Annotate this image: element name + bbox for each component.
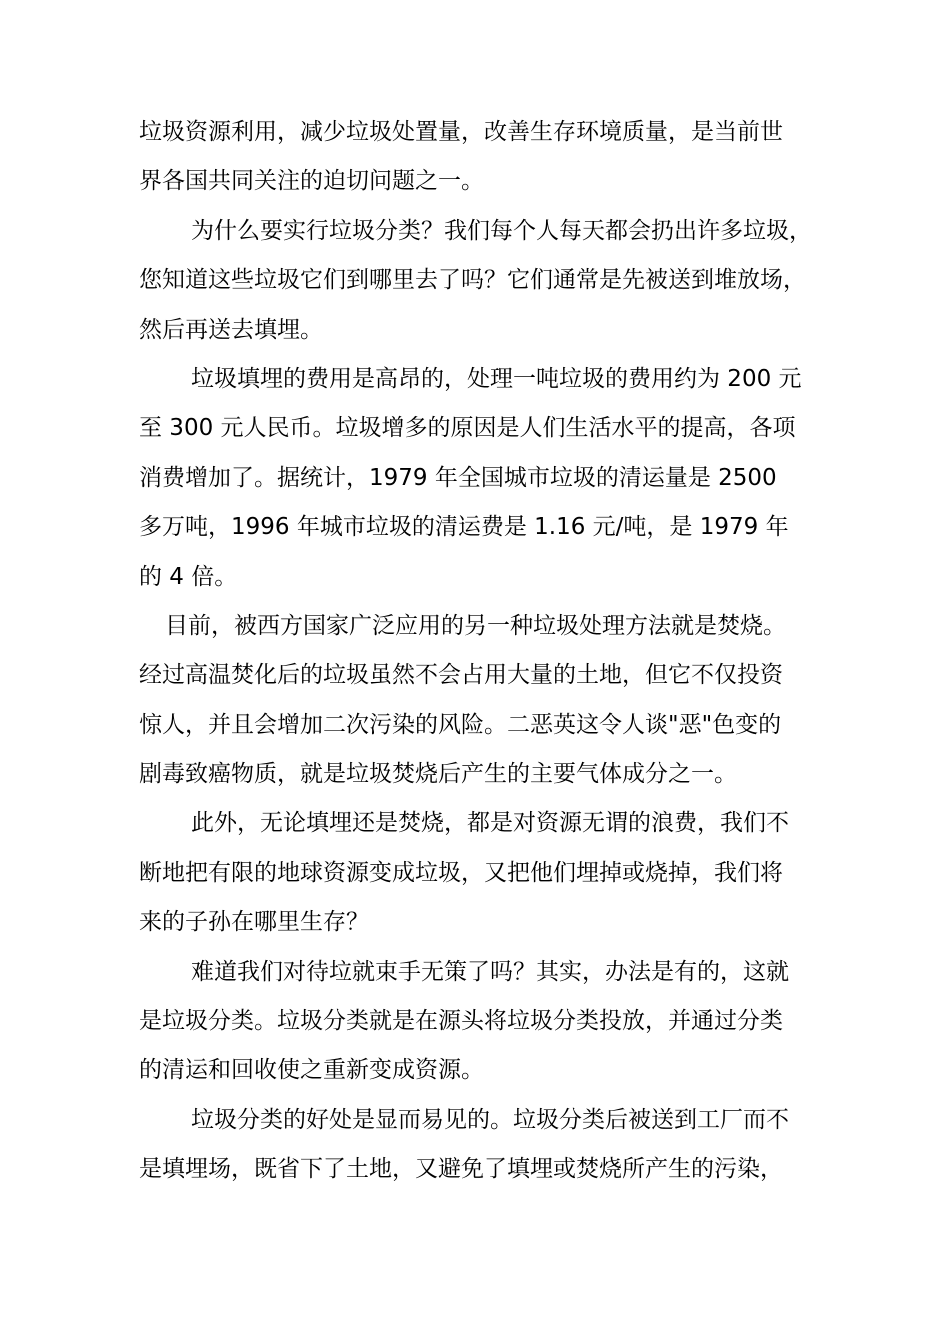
paragraph-benefits xyxy=(139,1096,839,1195)
text-line: 消费增加了。据统计，1979 年全国城市垃圾的清运量是 2500 xyxy=(139,464,777,491)
text-line: 至 300 元人民币。垃圾增多的原因是人们生活水平的提高，各项 xyxy=(139,415,796,442)
paragraph-solution xyxy=(139,948,839,1096)
text-line: 难道我们对待垃就束手无策了吗？其实，办法是有的，这就 xyxy=(191,958,789,985)
text-line: 垃圾资源利用，减少垃圾处置量，改善生存环境质量，是当前世 xyxy=(139,119,783,145)
text-line: 剧毒致癌物质，就是垃圾焚烧后产生的主要气体成分之一。 xyxy=(139,761,737,788)
text-line: 多万吨，1996 年城市垃圾的清运费是 1.16 元/吨，是 1979 年 xyxy=(139,514,789,541)
document-body xyxy=(139,108,839,1195)
text-line: 此外，无论填埋还是焚烧，都是对资源无谓的浪费，我们不 xyxy=(191,810,789,837)
text-line: 然后再送去填埋。 xyxy=(139,316,323,343)
text-line: 界各国共同关注的迫切问题之一。 xyxy=(139,168,484,195)
text-line: 垃圾分类的好处是显而易见的。垃圾分类后被送到工厂而不 xyxy=(191,1106,789,1133)
text-line: 断地把有限的地球资源变成垃圾，又把他们埋掉或烧掉，我们将 xyxy=(139,859,783,886)
text-line: 经过高温焚化后的垃圾虽然不会占用大量的土地，但它不仅投资 xyxy=(139,662,783,689)
text-line: 的 4 倍。 xyxy=(139,563,238,590)
text-line: 的清运和回收使之重新变成资源。 xyxy=(139,1057,484,1084)
text-line: 是垃圾分类。垃圾分类就是在源头将垃圾分类投放，并通过分类 xyxy=(139,1008,783,1035)
text-line: 目前，被西方国家广泛应用的另一种垃圾处理方法就是焚烧。 xyxy=(165,612,786,639)
paragraph-landfill-cost xyxy=(139,355,839,602)
text-line: 惊人，并且会增加二次污染的风险。二恶英这令人谈"恶"色变的 xyxy=(139,711,782,738)
paragraph-incineration xyxy=(139,602,839,800)
paragraph-resource-waste xyxy=(139,799,839,947)
paragraph-continued-intro xyxy=(139,108,839,207)
text-line: 您知道这些垃圾它们到哪里去了吗？它们通常是先被送到堆放场， xyxy=(139,267,806,294)
paragraph-why-sort xyxy=(139,207,839,355)
text-line: 是填埋场，既省下了土地，又避免了填埋或焚烧所产生的污染， xyxy=(139,1156,783,1183)
text-line: 来的子孙在哪里生存？ xyxy=(139,909,369,936)
text-line: 为什么要实行垃圾分类？我们每个人每天都会扔出许多垃圾， xyxy=(191,217,812,244)
text-line: 垃圾填埋的费用是高昂的，处理一吨垃圾的费用约为 200 元 xyxy=(191,365,802,392)
